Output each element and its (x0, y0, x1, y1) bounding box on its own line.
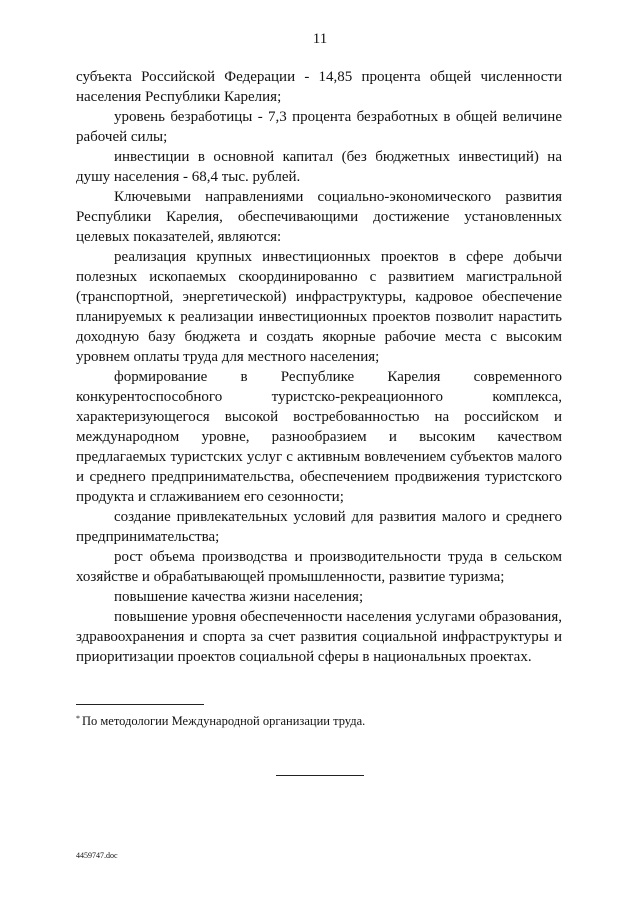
footnote-marker: * (76, 714, 80, 723)
paragraph: повышение качества жизни населения; (114, 589, 364, 605)
paragraph: Ключевыми направлениями социально-экономического развития Республики Карелия, обеспечивающими достижение установленных целевых показателей, являются: (76, 189, 562, 245)
end-of-text-rule (276, 775, 364, 776)
body-text (76, 67, 562, 667)
paragraph: уровень безработицы - 7,3 процента безработных в общей величине рабочей силы; (76, 109, 562, 145)
paragraph: субъекта Российской Федерации - 14,85 процента общей численности населения Республики Карелия; (76, 69, 562, 105)
paragraph: формирование в Республике Карелия современного конкурентоспособного туристско-рекреационного комплекса, характеризующегося высокой востребованностью на российском и международном уровне, разнообразием и высоким качеством предлагаемых туристских услуг с активным вовлечением субъектов малого и среднего предпринимательства, обеспечением продвижения туристского продукта и сглаживанием его сезонности; (76, 369, 562, 505)
paragraph: повышение уровня обеспеченности населения услугами образования, здравоохранения и спорта за счет развития социальной инфраструктуры и приоритизации проектов социальной сферы в национальных проектах. (76, 609, 562, 665)
paragraph: инвестиции в основной капитал (без бюджетных инвестиций) на душу населения - 68,4 тыс. рублей. (76, 149, 562, 185)
footnote (76, 714, 365, 729)
footnote-text: По методологии Международной организации труда. (82, 714, 366, 728)
page-number: 11 (312, 31, 328, 47)
paragraph: рост объема производства и производительности труда в сельском хозяйстве и обрабатывающей промышленности, развитие туризма; (76, 549, 562, 585)
footnote-divider (76, 704, 204, 705)
paragraph: создание привлекательных условий для развития малого и среднего предпринимательства; (76, 509, 562, 545)
document-id: 4459747.doc (76, 851, 118, 860)
paragraph: реализация крупных инвестиционных проектов в сфере добычи полезных ископаемых скоординированно с развитием магистральной (транспортной, энергетической) инфраструктуры, кадровое обеспечение планируемых к реализации инвестиционных проектов позволит нарастить доходную базу бюджета и создать якорные рабочие места с высоким уровнем оплаты труда для местного населения; (76, 249, 562, 365)
